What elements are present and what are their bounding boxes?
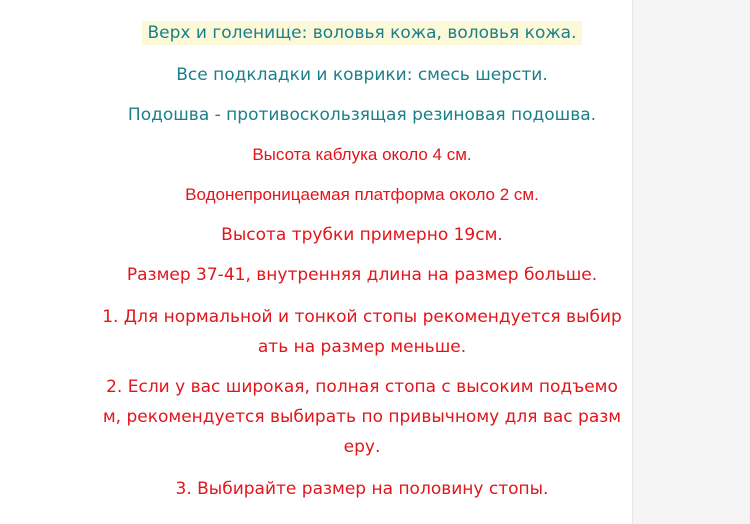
highlighted-text: Верх и голенище: воловья кожа, воловья кожа. <box>142 21 583 45</box>
lining-line: Все подкладки и коврики: смесь шерсти. <box>176 65 548 85</box>
heel-height-line: Высота каблука около 4 см. <box>252 145 472 164</box>
tip-2-line-c: еру. <box>343 437 381 457</box>
tip-1-line-a: 1. Для нормальной и тонкой стопы рекомендуется выбир <box>102 307 622 327</box>
tip-3-line: 3. Выбирайте размер на половину стопы. <box>175 479 549 499</box>
sole-line: Подошва - противоскользящая резиновая подошва. <box>127 105 597 125</box>
tip-2-line-a: 2. Если у вас широкая, полная стопа с высоким подъемо <box>106 377 618 397</box>
tip-2-line-b: м, рекомендуется выбирать по привычному для вас разм <box>102 407 622 427</box>
size-range-line: Размер 37-41, внутренняя длина на размер больше. <box>126 265 598 285</box>
shaft-height-line: Высота трубки примерно 19см. <box>221 225 503 245</box>
material-upper-line <box>0 18 724 48</box>
platform-height-line: Водонепроницаемая платформа около 2 см. <box>185 185 539 204</box>
tip-1-line-b: ать на размер меньше. <box>257 337 467 357</box>
